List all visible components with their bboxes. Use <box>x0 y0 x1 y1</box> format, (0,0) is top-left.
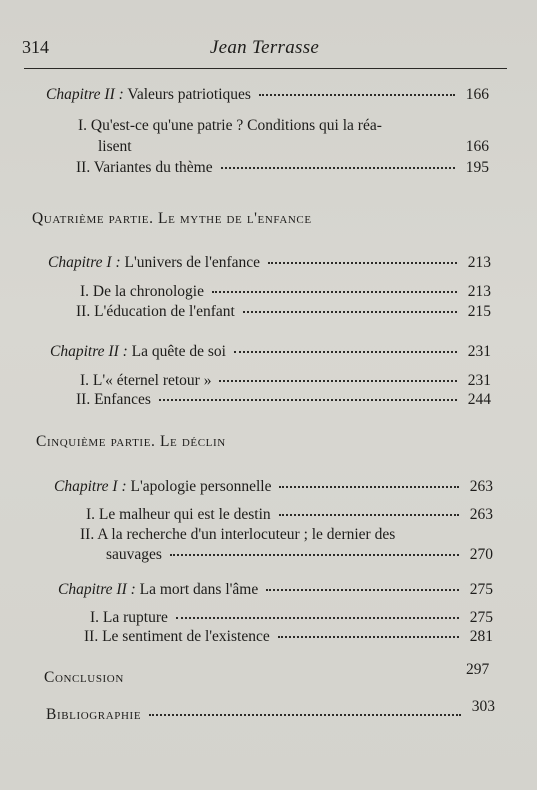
dot-leader <box>149 713 461 716</box>
dot-leader <box>268 261 457 264</box>
dot-leader <box>219 379 457 382</box>
page-number: 314 <box>22 37 49 57</box>
entry-page: 195 <box>465 159 489 176</box>
entry-label: Bibliographie <box>46 706 142 723</box>
entry-page: 213 <box>467 283 491 300</box>
toc-entry-univers-enfance[interactable] <box>48 254 491 272</box>
entry-page: 281 <box>469 628 493 645</box>
entry-page: 303 <box>471 698 495 715</box>
dot-leader <box>279 485 459 488</box>
entry-page: 275 <box>469 609 493 626</box>
entry-page: 270 <box>469 546 493 563</box>
entry-label: La mort dans l'âme <box>139 581 259 598</box>
toc-entry-eternel-retour[interactable] <box>80 372 491 390</box>
entry-label: II. Variantes du thème <box>76 159 213 176</box>
entry-label: Valeurs patriotiques <box>127 86 251 103</box>
toc-entry-apologie[interactable] <box>54 478 493 496</box>
entry-page: 244 <box>467 391 491 408</box>
toc-entry-patrie-line2[interactable] <box>98 138 489 156</box>
toc-entry-sentiment[interactable] <box>84 628 493 646</box>
entry-label: L'univers de l'enfance <box>124 254 261 271</box>
dot-leader <box>278 635 459 638</box>
toc-entry-education[interactable] <box>76 303 491 321</box>
chapter-prefix: Chapitre II : <box>46 86 124 103</box>
running-title-author: Jean Terrasse <box>209 37 320 58</box>
entry-label: I. L'« éternel retour » <box>80 372 212 389</box>
entry-page: 263 <box>469 506 493 523</box>
chapter-prefix: Chapitre I : <box>54 478 127 495</box>
toc-entry-rupture[interactable] <box>90 609 493 627</box>
toc-entry-patrie-line1[interactable]: I. Qu'est-ce qu'une patrie ? Conditions qui la réa- <box>78 117 382 134</box>
dot-leader <box>221 166 455 169</box>
entry-label: La quête de soi <box>131 343 226 360</box>
dot-leader <box>266 588 459 591</box>
dot-leader <box>170 553 459 556</box>
entry-page: 215 <box>467 303 491 320</box>
dot-leader <box>279 513 459 516</box>
running-header <box>22 37 507 59</box>
entry-page: 231 <box>467 372 491 389</box>
toc-entry-malheur[interactable] <box>86 506 493 524</box>
header-rule <box>24 68 507 69</box>
entry-page: 231 <box>467 343 491 360</box>
entry-label: sauvages <box>106 546 162 563</box>
toc-entry-valeurs-patriotiques[interactable] <box>46 86 489 104</box>
entry-label: I. De la chronologie <box>80 283 204 300</box>
chapter-prefix: Chapitre II : <box>50 343 128 360</box>
chapter-prefix: Chapitre II : <box>58 581 136 598</box>
toc-entry-enfances[interactable] <box>76 391 491 409</box>
entry-label: L'apologie personnelle <box>130 478 272 495</box>
dot-leader <box>259 93 455 96</box>
entry-label: lisent <box>98 138 132 155</box>
toc-entry-bibliographie[interactable] <box>46 698 495 724</box>
entry-label: II. Enfances <box>76 391 151 408</box>
dot-leader <box>159 398 457 401</box>
toc-entry-quete-de-soi[interactable] <box>50 343 491 361</box>
dot-leader <box>234 350 457 353</box>
entry-page: 166 <box>465 138 489 155</box>
entry-page: 263 <box>469 478 493 495</box>
entry-page: 166 <box>465 86 489 103</box>
toc-entry-recherche-line1[interactable]: II. A la recherche d'un interlocuteur ; le dernier des <box>80 526 396 543</box>
toc-entry-conclusion[interactable]: Conclusion <box>44 669 124 686</box>
dot-leader <box>212 290 457 293</box>
dot-leader <box>243 310 457 313</box>
part-heading-5[interactable]: Cinquième partie. Le déclin <box>36 433 226 450</box>
chapter-prefix: Chapitre I : <box>48 254 121 271</box>
entry-label: I. Le malheur qui est le destin <box>86 506 271 523</box>
entry-label: II. L'éducation de l'enfant <box>76 303 235 320</box>
toc-entry-mort-dans-lame[interactable] <box>58 581 493 599</box>
toc-entry-recherche-line2[interactable] <box>106 546 493 564</box>
entry-page: 213 <box>467 254 491 271</box>
part-heading-4[interactable]: Quatrième partie. Le mythe de l'enfance <box>32 210 312 227</box>
entry-label: I. La rupture <box>90 609 168 626</box>
entry-page: 275 <box>469 581 493 598</box>
toc-entry-chronologie[interactable] <box>80 283 491 301</box>
conclusion-page: 297 <box>466 661 490 678</box>
toc-entry-variantes[interactable] <box>76 159 489 177</box>
entry-label: II. Le sentiment de l'existence <box>84 628 270 645</box>
dot-leader <box>176 616 459 619</box>
